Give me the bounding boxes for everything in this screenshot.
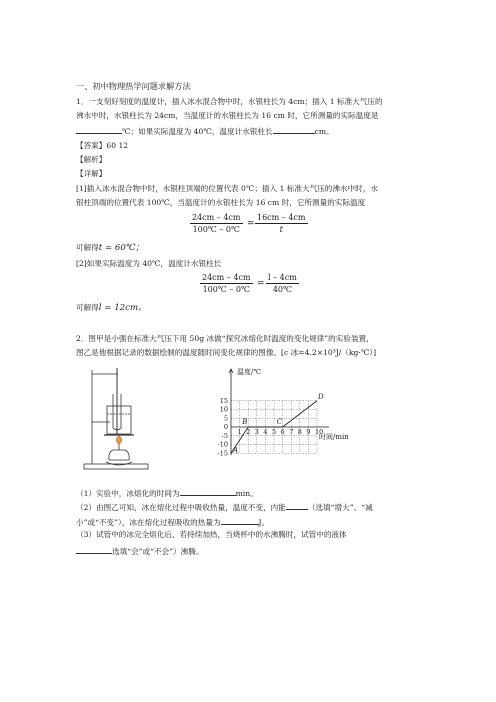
eq2-left-fraction <box>200 273 253 294</box>
answer-blank <box>180 487 236 496</box>
fraction-bar <box>190 223 243 224</box>
eq2-right-fraction <box>266 273 299 294</box>
x-tick-label: 3 <box>254 428 259 436</box>
q1-detail-tag: 【详解】 <box>76 169 107 178</box>
q2-sub3-line1: （3）试管中的冰完全熔化后，若持续加热，当烧杯中的水沸腾时，试管中的液体 <box>76 530 347 539</box>
point-label-c: C <box>276 418 282 426</box>
y-tick-label: 0 <box>223 423 228 432</box>
sub2-end: J。 <box>258 518 270 527</box>
sub1-text: （1）实验中，冰熔化的时间为 <box>76 489 180 498</box>
sub2-text2: 小”或“不变”），冰在熔化过程吸收的热量为 <box>76 518 221 527</box>
q2-sub2-line2 <box>76 516 269 528</box>
q1-line1: 1．一支刻好刻度的温度计，插入冰水混合物中时，水银柱长为 4cm；插入 1 标准大气压的 <box>76 97 383 106</box>
result-value: t = 60℃； <box>98 243 145 253</box>
result-prefix: 可解得 <box>76 243 99 252</box>
sub1-end: min。 <box>235 489 258 498</box>
q2-line1: 2．图甲是小强在标准大气压下用 50g 冰做“探究冰熔化时温度的变化规律”的实验装置， <box>76 334 374 343</box>
q2-line2: 图乙是他根据记录的数据绘制的温度随时间变化规律的图像。[c 冰=4.2×10³J/（kg·℃）] <box>76 348 377 357</box>
eq1-right-numerator: 16cm – 4cm <box>257 213 306 222</box>
fraction-bar <box>200 283 253 284</box>
fraction-bar <box>255 223 308 224</box>
x-tick-label: 7 <box>289 428 294 436</box>
q1-detail-line2: 银柱顶端的位置代表 100℃，当温度计的水银柱长为 16 cm 时，它所测量的实际温度 <box>76 198 366 207</box>
eq2-left-denominator: 100℃ – 0℃ <box>202 285 250 294</box>
q1-line3-text: ℃；如果实际温度为 40℃，温度计水银柱长 <box>122 127 273 136</box>
eq2-right-denominator: 40℃ <box>272 285 292 294</box>
x-tick-label: 1 <box>237 428 242 436</box>
q1-result1 <box>76 243 144 253</box>
point-label-d: D <box>318 392 324 401</box>
q1-detail-line3: [2]如果实际温度为 40℃，温度计水银柱长 <box>76 259 222 268</box>
answer-blank <box>286 501 308 510</box>
q1-line3-end: cm。 <box>314 127 334 136</box>
alcohol-lamp <box>109 450 129 460</box>
answer-blank <box>76 125 122 134</box>
answer-blank <box>273 125 315 134</box>
point-label-b: B <box>242 418 248 426</box>
sub2-options: （选填“增大”、“减 <box>307 503 373 512</box>
flame <box>117 436 122 444</box>
result-value: l = 12cm。 <box>98 303 147 313</box>
y-tick-label: 10 <box>219 405 228 414</box>
y-tick-label: 5 <box>223 414 228 423</box>
temperature-time-graph <box>205 364 365 472</box>
equals-sign: = <box>247 219 255 229</box>
y-tick-label: -10 <box>217 440 228 449</box>
x-tick-label: 9 <box>306 428 311 436</box>
q2-sub2-line1 <box>76 501 373 513</box>
answer-blank <box>76 545 112 554</box>
x-tick-label: 4 <box>263 428 268 436</box>
x-tick-label: 8 <box>297 428 302 436</box>
eq2-left-numerator: 24cm – 4cm <box>202 273 251 282</box>
x-axis-title: 时间/min <box>319 433 349 441</box>
x-tick-label: 6 <box>280 428 285 436</box>
y-tick-label: -5 <box>221 431 228 440</box>
x-tick-label: 5 <box>272 428 277 436</box>
equals-sign: = <box>257 279 265 289</box>
q2-sub1 <box>76 487 258 499</box>
eq1-left-fraction <box>190 213 243 234</box>
eq2-right-numerator: l – 4cm <box>268 273 297 282</box>
eq1-left-numerator: 24cm – 4cm <box>192 213 241 222</box>
x-tick-label: 2 <box>246 428 251 436</box>
eq1-right-denominator: t <box>279 225 283 234</box>
q1-analysis-tag: 【解析】 <box>76 155 107 164</box>
sub2-text: （2）由图乙可知，冰在熔化过程中吸收热量，温度不变，内能 <box>76 503 286 512</box>
q1-result2 <box>76 303 147 313</box>
section-title: 一、初中物理热学问题求解方法 <box>76 82 191 91</box>
q2-sub3-line2 <box>76 545 203 557</box>
sub3-text: 选填“会”或“不会”）沸腾。 <box>112 547 204 556</box>
q1-line2: 沸水中时，水银柱长为 24cm，当温度计的水银柱长为 16 cm 时，它所测量的实际温度是 <box>76 111 379 120</box>
y-axis-title: 温度/℃ <box>237 368 262 376</box>
fraction-bar <box>266 283 299 284</box>
eq1-right-fraction <box>255 213 308 234</box>
y-tick-label: -15 <box>217 449 228 458</box>
q1-line3 <box>76 125 334 137</box>
q1-detail-line1: [1]插入冰水混合物中时，水银柱顶端的位置代表 0℃；插入 1 标准大气压的沸水中时，水 <box>76 184 378 193</box>
x-tick-label: 10 <box>315 428 324 436</box>
y-tick-label: 15 <box>219 396 228 405</box>
eq1-left-denominator: 100℃ – 0℃ <box>192 225 240 234</box>
point-label-a: A <box>233 446 239 455</box>
q1-answer: 【答案】60 12 <box>76 141 129 150</box>
apparatus-figure <box>82 364 156 472</box>
result-prefix: 可解得 <box>76 303 99 312</box>
answer-blank <box>221 516 259 525</box>
